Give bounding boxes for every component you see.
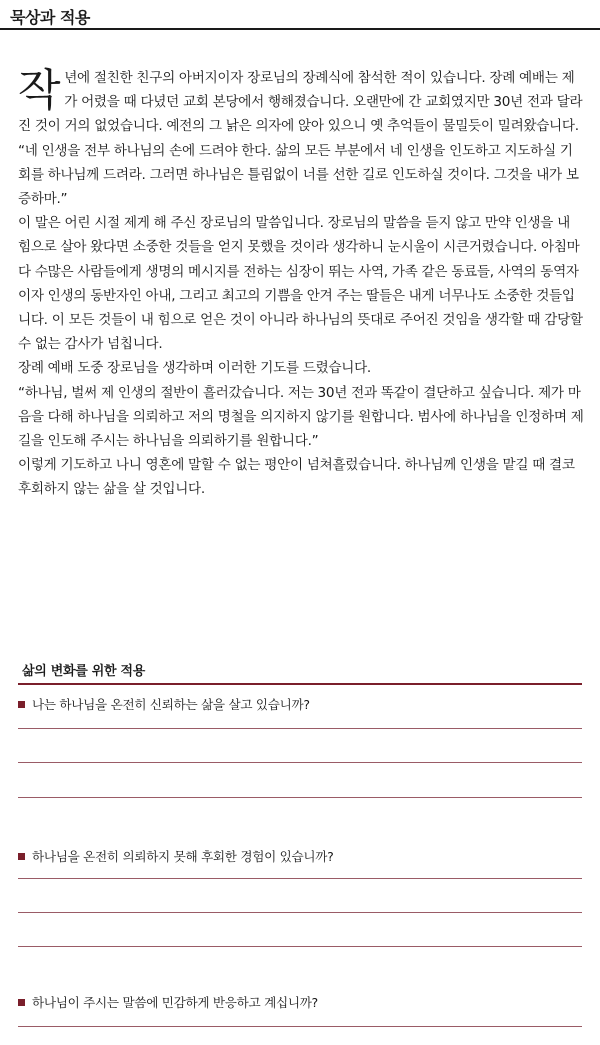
answer-line[interactable] (18, 1026, 582, 1027)
question-1 (18, 694, 582, 713)
article-paragraph-1 (18, 66, 584, 139)
article-paragraph-6: 이렇게 기도하고 나니 영혼에 말할 수 없는 평안이 넘쳐흘렀습니다. 하나님께 인생을 맡길 때 결코 후회하지 않는 삶을 살 것입니다. (18, 457, 575, 498)
answer-line[interactable] (18, 762, 582, 763)
application-title: 삶의 변화를 위한 적용 (22, 664, 145, 679)
page-header (0, 0, 600, 30)
drop-cap: 작 (18, 65, 61, 116)
answer-line[interactable] (18, 946, 582, 947)
square-bullet-icon (18, 701, 25, 708)
answer-line[interactable] (18, 797, 582, 798)
question-text: 하나님이 주시는 말씀에 민감하게 반응하고 계십니까? (32, 995, 318, 1010)
square-bullet-icon (18, 999, 25, 1006)
question-text: 나는 하나님을 온전히 신뢰하는 삶을 살고 있습니까? (32, 697, 310, 712)
question-3 (18, 992, 582, 1011)
article-paragraph-3: 이 말은 어린 시절 제게 해 주신 장로님의 말씀입니다. 장로님의 말씀을 듣지 않고 만약 인생을 내 힘으로 살아 왔다면 소중한 것들을 얻지 못했을 것이라 생각하니 눈시울이 시큰거렸습니다. 아침마다 수많은 사람들에게 생명의 메시지를 전하는 심장이 뛰는 사역, 가족 같은 동료들, 사역의 동역자이자 인생의 동반자인 아내, 그리고 최고의 기쁨을 안겨 주는 딸들은 내게 너무나도 소중한 것들입니다. 이 모든 것들이 내 힘으로 얻은 것이 아니라 하나님의 뜻대로 주어진 것임을 생각할 때 감당할 수 없는 감사가 넘칩니다. (18, 215, 583, 353)
article-paragraph-2: “네 인생을 전부 하나님의 손에 드려야 한다. 삶의 모든 부분에서 네 인생을 인도하고 지도하실 기회를 하나님께 드려라. 그러면 하나님은 틀림없이 너를 선한 길로 인도하실 것이다. 그것을 내가 보증하마.” (18, 142, 579, 208)
page-title: 묵상과 적용 (10, 8, 90, 27)
answer-line[interactable] (18, 728, 582, 729)
article-paragraph-5: “하나님, 벌써 제 인생의 절반이 흘러갔습니다. 저는 30년 전과 똑같이 결단하고 싶습니다. 제가 마음을 다해 하나님을 의뢰하고 저의 명철을 의지하지 않기를 원합니다. 범사에 하나님을 인정하며 제 길을 인도해 주시는 하나님을 의뢰하기를 원합니다.” (18, 384, 584, 450)
question-2 (18, 846, 582, 865)
answer-line[interactable] (18, 878, 582, 879)
question-text: 하나님을 온전히 의뢰하지 못해 후회한 경험이 있습니까? (32, 849, 334, 864)
application-divider (18, 683, 582, 685)
paragraph-text: 년에 절친한 친구의 아버지이자 장로님의 장례식에 참석한 적이 있습니다. 장례 예배는 제가 어렸을 때 다녔던 교회 본당에서 행해졌습니다. 오랜만에 간 교회였지만 30년 전과 달라진 것이 거의 없었습니다. 예전의 그 낡은 의자에 앉아 있으니 옛 추억들이 물밀듯이 밀려왔습니다. (18, 70, 583, 135)
answer-line[interactable] (18, 912, 582, 913)
article-body (18, 66, 584, 502)
article-paragraph-4: 장례 예배 도중 장로님을 생각하며 이러한 기도를 드렸습니다. (18, 360, 371, 377)
square-bullet-icon (18, 853, 25, 860)
